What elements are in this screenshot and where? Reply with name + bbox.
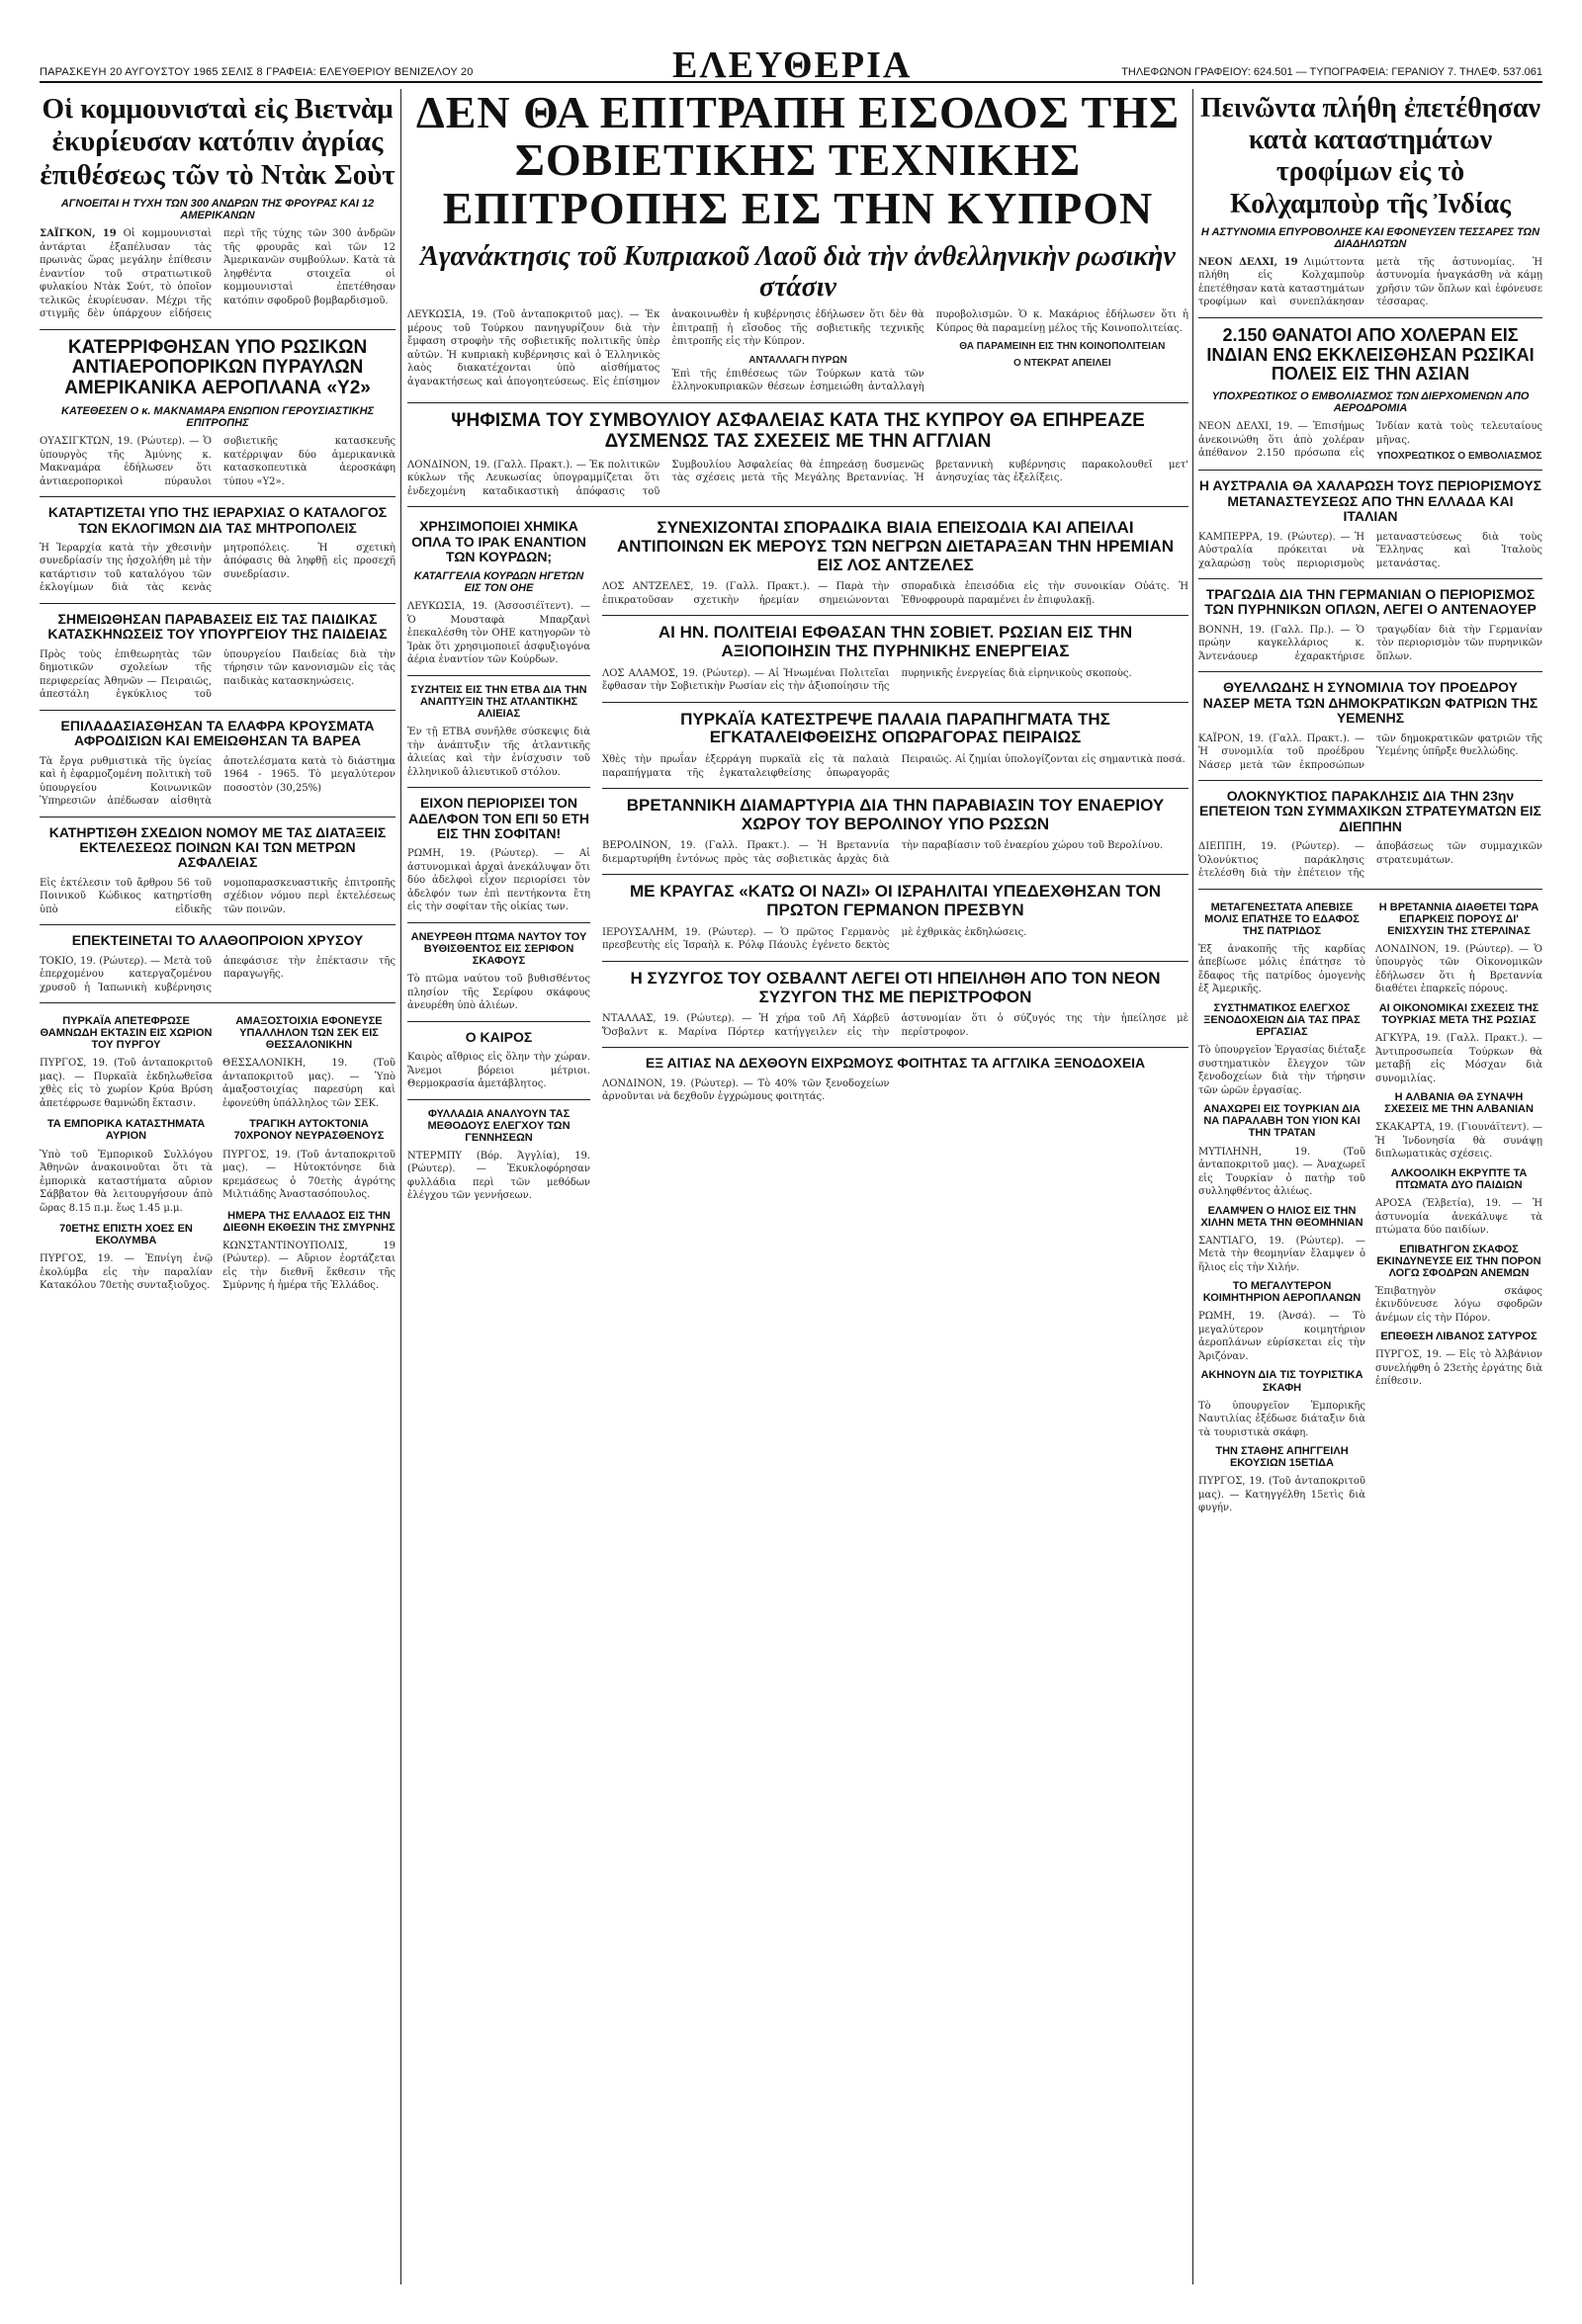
article-body — [40, 755, 396, 809]
headline: ΘΥΕΛΛΩΔΗΣ Η ΣΥΝΟΜΙΛΙΑ ΤΟΥ ΠΡΟΕΔΡΟΥ ΝΑΣΕΡ ΜΕΤΑ ΤΩΝ ΔΗΜΟΚΡΑΤΙΚΩΝ ΦΑΤΡΙΩΝ ΤΗΣ ΥΕΜΕΝΗΣ — [1202, 679, 1538, 727]
headline: Πεινῶντα πλήθη ἐπετέθησαν κατὰ καταστημάτων τροφίμων εἰς τὸ Κολχαμποὺρ τῆς Ἰνδίας — [1200, 93, 1540, 219]
left-column — [40, 89, 396, 2284]
headline: ΨΗΦΙΣΜΑ ΤΟΥ ΣΥΜΒΟΥΛΙΟΥ ΑΣΦΑΛΕΙΑΣ ΚΑΤΑ ΤΗΣ ΚΥΠΡΟΥ ΘΑ ΕΠΗΡΕΑΖΕ ΔΥΣΜΕΝΩΣ ΤΑΣ ΣΧΕΣΕΙΣ ΜΕ ΤΗΝ ΑΓΓΛΙΑΝ — [451, 409, 1145, 452]
headline: ΦΥΛΛΑΔΙΑ ΑΝΑΛΥΟΥΝ ΤΑΣ ΜΕΘΟΔΟΥΣ ΕΛΕΓΧΟΥ ΤΩΝ ΓΕΝΝΗΣΕΩΝ — [427, 1107, 571, 1144]
article-body: Ὑπὸ τοῦ Ἐμπορικοῦ Συλλόγου Ἀθηνῶν ἀνακοινοῦται ὅτι τὰ ἐμπορικὰ καταστήματα αὔριον Σάββατον θὰ λειτουργήσουν ἀπὸ ὥρας 8.15 π.μ. ἕως 1.45 μ.μ. — [40, 1149, 213, 1214]
article-body: ΣΑΝΤΙΑΓΟ, 19. (Ρώυτερ). — Μετὰ τὴν θεομηνίαν ἔλαμψεν ὁ ἥλιος εἰς τὴν Χιλήν. — [1198, 1235, 1365, 1273]
article-body — [1198, 420, 1542, 462]
headline: ΕΞ ΑΙΤΙΑΣ ΝΑ ΔΕΧΘΟΥΝ ΕΙΧΡΩΜΟΥΣ ΦΟΙΤΗΤΑΣ ΤΑ ΑΓΓΛΙΚΑ ΞΕΝΟΔΟΧΕΙΑ — [645, 1055, 1146, 1072]
divider — [40, 710, 396, 711]
divider — [407, 506, 1188, 507]
article-body: ΘΕΣΣΑΛΟΝΙΚΗ, 19. (Τοῦ ἀνταποκριτοῦ μας). — Ὑπὸ ἀμαξοστοιχίας παρεσύρη καὶ ἐφονεύθη ὑπάλληλος τῶν ΣΕΚ. — [222, 1058, 396, 1109]
headline: ΠΥΡΚΑΪΑ ΚΑΤΕΣΤΡΕΨΕ ΠΑΛΑΙΑ ΠΑΡΑΠΗΓΜΑΤΑ ΤΗΣ ΕΓΚΑΤΑΛΕΙΦΘΕΙΣΗΣ ΟΠΩΡΑΓΟΡΑΣ ΠΕΙΡΑΙΩΣ — [680, 709, 1110, 747]
article-body: ΜΥΤΙΛΗΝΗ, 19. (Τοῦ ἀνταποκριτοῦ μας). — Ἀναχωρεῖ εἰς Τουρκίαν ὁ πατὴρ τοῦ συλληφθέντος ἁλιέως. — [1198, 1146, 1365, 1198]
headline: Η ΣΥΖΥΓΟΣ ΤΟΥ ΟΣΒΑΛΝΤ ΛΕΓΕΙ ΟΤΙ ΗΠΕΙΛΗΘΗ ΑΠΟ ΤΟΝ ΝΕΟΝ ΣΥΖΥΓΟΝ ΤΗΣ ΜΕ ΠΕΡΙΣΤΡΟΦΟΝ — [630, 968, 1161, 1006]
divider — [1198, 780, 1542, 781]
article-body: ΛΟΝΔΙΝΟΝ, 19. (Γαλλ. Πρακτ.). — Ἐκ πολιτικῶν κύκλων τῆς Λευκωσίας ὑπογραμμίζεται ὅτι ἐνδεχομένη καταδικαστικὴ ἀπόφασις τοῦ Συμβουλίου Ἀσφαλείας θὰ ἐπηρεάσῃ δυσμενῶς τὰς σχέσεις μετὰ τῆς Μεγάλης Βρεταννίας. Ἡ βρεταννικὴ κυβέρνησις παρακολουθεῖ μετ' ἀνησυχίας τὰς ἐξελίξεις. — [407, 459, 1188, 497]
article-body: Πρὸς τοὺς ἐπιθεωρητὰς τῶν δημοτικῶν σχολείων τῆς περιφερείας Ἀθηνῶν — Πειραιῶς, ἀπεστάλη ἐγκύκλιος τοῦ ὑπουργείου Παιδείας διὰ τὴν τήρησιν τῶν κανονισμῶν εἰς τὰς παιδικὰς κατασκηνώσεις. — [40, 648, 396, 701]
divider — [40, 329, 396, 330]
headline: ΠΥΡΚΑΪΑ ΑΠΕΤΕΦΡΩΣΕ ΘΑΜΝΩΔΗ ΕΚΤΑΣΙΝ ΕΙΣ ΧΩΡΙΟΝ ΤΟΥ ΠΥΡΓΟΥ — [40, 1015, 213, 1052]
column-rule — [400, 89, 401, 2284]
article-body: ΟΥΑΣΙΓΚΤΩΝ, 19. (Ρώυτερ). — Ὁ ὑπουργὸς τῆς Ἀμύνης κ. Μακναμάρα ἐδήλωσεν ὅτι ἀντιαεροπορικοὶ πύραυλοι σοβιετικῆς κατασκευῆς κατέρριψαν δύο ἀμερικανικὰ κατασκοπευτικὰ ἀεροσκάφη τύπου «Υ2». — [40, 436, 396, 487]
headline: ΑΜΑΞΟΣΤΟΙΧΙΑ ΕΦΟΝΕΥΣΕ ΥΠΑΛΛΗΛΟΝ ΤΩΝ ΣΕΚ ΕΙΣ ΘΕΣΣΑΛΟΝΙΚΗΝ — [235, 1015, 383, 1052]
headline: ΚΑΤΕΡΡΙΦΘΗΣΑΝ ΥΠΟ ΡΩΣΙΚΩΝ ΑΝΤΙΑΕΡΟΠΟΡΙΚΩΝ ΠΥΡΑΥΛΩΝ ΑΜΕΡΙΚΑΝΙΚΑ ΑΕΡΟΠΛΑΝΑ «Υ2» — [64, 336, 371, 399]
headline: ΑΚΗΝΟΥΝ ΔΙΑ ΤΙΣ ΤΟΥΡΙΣΤΙΚΑ ΣΚΑΦΗ — [1200, 1369, 1363, 1394]
headline: ΣΥΝΕΧΙΖΟΝΤΑΙ ΣΠΟΡΑΔΙΚΑ ΒΙΑΙΑ ΕΠΕΙΣΟΔΙΑ ΚΑΙ ΑΠΕΙΛΑΙ ΑΝΤΙΠΟΙΝΩΝ ΕΚ ΜΕΡΟΥΣ ΤΩΝ ΝΕΓΡΩΝ ΔΙΕΤΑΡΑΞΑΝ ΤΗΝ ΗΡΕΜΙΑΝ ΕΙΣ ΛΟΣ ΑΝΤΖΕΛΕΣ — [616, 518, 1175, 574]
subheadline: Η ΑΣΤΥΝΟΜΙΑ ΕΠΥΡΟΒΟΛΗΣΕ ΚΑΙ ΕΦΟΝΕΥΣΕΝ ΤΕΣΣΑΡΕΣ ΤΩΝ ΔΙΑΔΗΛΩΤΩΝ — [1200, 225, 1540, 250]
headline: Η ΑΥΣΤΡΑΛΙΑ ΘΑ ΧΑΛΑΡΩΣΗ ΤΟΥΣ ΠΕΡΙΟΡΙΣΜΟΥΣ ΜΕΤΑΝΑΣΤΕΥΣΕΩΣ ΑΠΟ ΤΗΝ ΕΛΛΑΔΑ ΚΑΙ ΙΤΑΛΙΑΝ — [1198, 477, 1542, 525]
article-body — [407, 308, 1188, 394]
section-head: ΘΑ ΠΑΡΑΜΕΙΝΗ ΕΙΣ ΤΗΝ ΚΟΙΝΟΠΟΛΙΤΕΙΑΝ — [959, 341, 1166, 353]
section-head: ΑΝΤΑΛΛΑΓΗ ΠΥΡΩΝ — [748, 354, 847, 366]
headline: Η ΒΡΕΤΑΝΝΙΑ ΔΙΑΘΕΤΕΙ ΤΩΡΑ ΕΠΑΡΚΕΙΣ ΠΟΡΟΥΣ ΔΙ' ΕΝΙΣΧΥΣΙΝ ΤΗΣ ΣΤΕΡΛΙΝΑΣ — [1378, 901, 1539, 937]
divider — [407, 1021, 590, 1022]
section-head: ΥΠΟΧΡΕΩΤΙΚΟΣ Ο ΕΜΒΟΛΙΑΣΜΟΣ — [1376, 451, 1542, 463]
divider — [40, 496, 396, 497]
subheadline: ΑΓΝΟΕΙΤΑΙ Η ΤΥΧΗ ΤΩΝ 300 ΑΝΔΡΩΝ ΤΗΣ ΦΡΟΥΡΑΣ ΚΑΙ 12 ΑΜΕΡΙΚΑΝΩΝ — [60, 198, 375, 222]
headline: ΑΙ ΗΝ. ΠΟΛΙΤΕΙΑΙ ΕΦΘΑΣΑΝ ΤΗΝ ΣΟΒΙΕΤ. ΡΩΣΙΑΝ ΕΙΣ ΤΗΝ ΑΞΙΟΠΟΙΗΣΙΝ ΤΗΣ ΠΥΡΗΝΙΚΗΣ ΕΝΕΡΓΕΙΑΣ — [658, 623, 1133, 661]
headline: ΤΡΑΓΩΔΙΑ ΔΙΑ ΤΗΝ ΓΕΡΜΑΝΙΑΝ Ο ΠΕΡΙΟΡΙΣΜΟΣ ΤΩΝ ΠΥΡΗΝΙΚΩΝ ΟΠΛΩΝ, ΛΕΓΕΙ Ο ΑΝΤΕΝΑΟΥΕΡ — [1204, 586, 1537, 618]
divider — [40, 1002, 396, 1003]
divider — [602, 1047, 1188, 1048]
headline: ΚΑΤΑΡΤΙΖΕΤΑΙ ΥΠΟ ΤΗΣ ΙΕΡΑΡΧΙΑΣ Ο ΚΑΤΑΛΟΓΟΣ ΤΩΝ ΕΚΛΟΓΙΜΩΝ ΔΙΑ ΤΑΣ ΜΗΤΡΟΠΟΛΕΙΣ — [47, 504, 388, 536]
article-body: ΙΕΡΟΥΣΑΛΗΜ, 19. (Ρώυτερ). — Ὁ πρῶτος Γερμανὸς πρεσβευτὴς εἰς Ἰσραὴλ κ. Ρόλφ Πάουλς ἐγένετο δεκτὸς μὲ ἐχθρικὰς ἐκδηλώσεις. — [602, 926, 1027, 952]
article-body: ΛΟΝΔΙΝΟΝ, 19. (Ρώυτερ). — Τὸ 40% τῶν ξενοδοχείων ἀρνοῦνται νὰ δεχθοῦν ἐγχρώμους φοιτητάς. — [602, 1077, 890, 1103]
article-body: ΠΥΡΓΟΣ, 19. (Τοῦ ἀνταποκριτοῦ μας). — Κατηγγέλθη 15ετὶς διὰ φυγήν. — [1198, 1476, 1365, 1514]
lower-grid — [407, 515, 1188, 1203]
article-body: Τὸ πτῶμα ναύτου τοῦ βυθισθέντος πλησίον τῆς Σερίφου σκάφους ἀνευρέθη ὑπὸ ἁλιέων. — [407, 974, 590, 1012]
article-text: Τὰ ἔργα ρυθμιστικὰ τῆς ὑγείας καὶ ἡ ἐφαρμοζομένη πολιτικὴ τοῦ ὑπουργείου Κοινωνικῶν Ὑπηρεσιῶν ἀπέδωσαν αἰσθητὰ ἀποτελέσματα κατὰ τὸ διάστημα 1964 - 1965. — [40, 755, 396, 808]
article-body: ΚΑΪΡΟΝ, 19. (Γαλλ. Πρακτ.). — Ἡ συνομιλία τοῦ προέδρου Νάσερ μετὰ τῶν ἐκπροσώπων τῶν δημοκρατικῶν φατριῶν τῆς Ὑεμένης ὑπῆρξε θυελλώδης. — [1198, 732, 1542, 771]
divider — [602, 702, 1188, 703]
divider — [1198, 671, 1542, 672]
side-column — [407, 515, 590, 1203]
headline: ΕΙΧΟΝ ΠΕΡΙΟΡΙΣΕΙ ΤΟΝ ΑΔΕΛΦΟΝ ΤΟΝ ΕΠΙ 50 ΕΤΗ ΕΙΣ ΤΗΝ ΣΟΦΙΤΑΝ! — [407, 795, 590, 841]
article-body: ΔΙΕΠΠΗ, 19. (Ρώυτερ). — Ὁλονύκτιος παράκλησις ἐτελέσθη διὰ τὴν ἐπέτειον τῆς ἀποβάσεως τῶν συμμαχικῶν στρατευμάτων. — [1198, 841, 1542, 880]
article-body: Ἐν τῇ ΕΤΒΑ συνῆλθε σύσκεψις διὰ τὴν ἀνάπτυξιν τῆς ἀτλαντικῆς ἁλιείας καὶ τὴν ἐνίσχυσιν τοῦ ἑλληνικοῦ ἁλιευτικοῦ στόλου. — [407, 727, 590, 778]
headline: ΧΡΗΣΙΜΟΠΟΙΕΙ ΧΗΜΙΚΑ ΟΠΛΑ ΤΟ ΙΡΑΚ ΕΝΑΝΤΙΟΝ ΤΩΝ ΚΟΥΡΔΩΝ; — [411, 518, 586, 565]
main-lower-column — [602, 515, 1188, 1203]
article-body: ΛΟΝΔΙΝΟΝ, 19. (Ρώυτερ). — Ὁ ὑπουργὸς τῶν Οἰκονομικῶν ἐδήλωσεν ὅτι ἡ Βρεταννία διαθέτει ἐπαρκεῖς πόρους. — [1375, 943, 1542, 995]
article-body: Ἐπιβατηγὸν σκάφος ἐκινδύνευσε λόγω σφοδρῶν ἀνέμων εἰς τὴν Πόρον. — [1375, 1285, 1542, 1324]
article-body: ΡΩΜΗ, 19. (Ρώυτερ). — Αἱ ἀστυνομικαὶ ἀρχαὶ ἀνεκάλυψαν ὅτι δύο ἀδελφοὶ εἶχον περιορίσει τὸν ἀδελφόν των ἐπὶ πεντήκοντα ἔτη εἰς τὴν σοφίταν τῆς οἰκίας των. — [407, 848, 590, 913]
article-body: ΚΑΜΠΕΡΡΑ, 19. (Ρώυτερ). — Ἡ Αὐστραλία πρόκειται νὰ χαλαρώσῃ τοὺς περιορισμοὺς μεταναστεύσεως διὰ τοὺς Ἕλληνας καὶ Ἰταλοὺς μετανάστας. — [1198, 531, 1542, 569]
headline: ΤΗΝ ΣΤΑΘΗΣ ΑΠΗΓΓΕΙΛΗ ΕΚΟΥΣΙΩΝ 15ΕΤΙΔΑ — [1215, 1445, 1349, 1470]
article-body: ΠΥΡΓΟΣ, 19. — Εἰς τὸ Ἀλβάνιον συνελήφθη ὁ 23ετὴς ἐργάτης διὰ ἐπίθεσιν. — [1375, 1349, 1542, 1388]
article-body: ΛΕΥΚΩΣΙΑ, 19. (Ἀσσοσιέϊτεντ). — Ὁ Μουσταφὰ Μπαρζανὶ ἐπεκαλέσθη τὸν ΟΗΕ κατηγορῶν τὸ Ἰρὰκ ὅτι χρησιμοποιεῖ ἀσφυξιογόνα ἀέρια ἐναντίον τῶν Κούρδων. — [407, 601, 590, 666]
article-body: Εἰς ἐκτέλεσιν τοῦ ἄρθρου 56 τοῦ Ποινικοῦ Κώδικος κατηρτίσθη ὑπὸ εἰδικῆς νομοπαρασκευαστικῆς ἐπιτροπῆς σχέδιον νόμου περὶ ἐκτελέσεως τῶν ποινῶν. — [40, 877, 396, 915]
divider — [407, 1099, 590, 1100]
divider — [602, 615, 1188, 616]
headline: ΕΠΕΚΤΕΙΝΕΤΑΙ ΤΟ ΑΛΑΘΟΠΡΟΙΟΝ ΧΡΥΣΟΥ — [71, 932, 364, 949]
article-body: ΡΩΜΗ, 19. (Ἀνσά). — Τὸ μεγαλύτερον κοιμητήριον ἀεροπλάνων εὑρίσκεται εἰς τὴν Ἀριζόναν. — [1198, 1311, 1365, 1362]
masthead-date: ΠΑΡΑΣΚΕΥΗ 20 ΑΥΓΟΥΣΤΟΥ 1965 ΣΕΛΙΣ 8 ΓΡΑΦΕΙΑ: ΕΛΕΥΘΕΡΙΟΥ ΒΕΝΙΖΕΛΟΥ 20 — [40, 66, 474, 78]
headline: Οἱ κομμουνισταὶ εἰς Βιετνὰμ ἐκυρίευσαν κατόπιν ἀγρίας ἐπιθέσεως τῶν τὸ Ντὰκ Σοὺτ — [40, 93, 396, 191]
headline: ΗΜΕΡΑ ΤΗΣ ΕΛΛΑΔΟΣ ΕΙΣ ΤΗΝ ΔΙΕΘΝΗ ΕΚΘΕΣΙΝ ΤΗΣ ΣΜΥΡΝΗΣ — [222, 1209, 396, 1234]
article-body: ΠΥΡΓΟΣ, 19. (Τοῦ ἀνταποκριτοῦ μας). — Πυρκαϊὰ ἐκδηλωθεῖσα χθὲς εἰς τὸ χωρίον Κρύα Βρύση ἀπετέφρωσε θαμνώδη ἔκτασιν. — [40, 1058, 213, 1109]
article-body: Τὸ ὑπουργεῖον Ἐργασίας διέταξε συστηματικὸν ἔλεγχον τῶν ξενοδοχείων διὰ τὴν τήρησιν τῶν ὡρῶν ἐργασίας. — [1198, 1045, 1365, 1096]
divider — [40, 603, 396, 604]
section-head: Ο ΝΤΕΚΡΑΤ ΑΠΕΙΛΕΙ — [1013, 358, 1111, 370]
divider — [1198, 578, 1542, 579]
brief-grid — [40, 1011, 396, 1293]
headline: ΑΝΕΥΡΕΘΗ ΠΤΩΜΑ ΝΑΥΤΟΥ ΤΟΥ ΒΥΘΙΣΘΕΝΤΟΣ ΕΙΣ ΣΕΡΙΦΟΝ ΣΚΑΦΟΥΣ — [410, 930, 587, 968]
article-body: Ἐξ ἀνακοπῆς τῆς καρδίας ἀπεβίωσε μόλις ἐπάτησε τὸ ἔδαφος τῆς πατρίδος ὁμογενὴς ἐξ Ἀμερικῆς. — [1198, 943, 1365, 995]
article-body: ΑΓΚΥΡΑ, 19. (Γαλλ. Πρακτ.). — Ἀντιπροσωπεία Τούρκων θὰ μεταβῇ εἰς Μόσχαν διὰ συνομιλίας. — [1375, 1033, 1542, 1084]
article-body: ΒΕΡΟΛΙΝΟΝ, 19. (Γαλλ. Πρακτ.). — Ἡ Βρεταννία διεμαρτυρήθη ἐντόνως πρὸς τὰς σοβιετικὰς ἀρχὰς διὰ τὴν παραβίασιν τοῦ ἐναερίου χώρου τοῦ Βερολίνου. — [602, 840, 1164, 865]
divider — [40, 924, 396, 925]
headline: ΤΑ ΕΜΠΟΡΙΚΑ ΚΑΤΑΣΤΗΜΑΤΑ ΑΥΡΙΟΝ — [46, 1118, 206, 1143]
article-body: ΛΟΣ ΑΛΑΜΟΣ, 19. (Ρώυτερ). — Αἱ Ἡνωμέναι Πολιτεῖαι ἔφθασαν τὴν Σοβιετικὴν Ρωσίαν εἰς τὴν ἀξιοποίησιν τῆς πυρηνικῆς ἐνεργείας διὰ εἰρηνικοὺς σκοποὺς. — [602, 667, 1132, 693]
article-body: ΠΥΡΓΟΣ, 19. (Τοῦ ἀνταποκριτοῦ μας). — Ηὐτοκτόνησε διὰ κρεμάσεως ὁ 70ετὴς ἀγρότης Μιλτιάδης Ἀναστασόπουλος. — [222, 1149, 396, 1201]
article-text: ΝΕΟΝ ΔΕΛΧΙ, 19. — Ἐπισήμως ἀνεκοινώθη ὅτι ἀπὸ χολέραν ἀπέθανον 2.150 πρόσωπα εἰς Ἰνδίαν κατὰ τοὺς τελευταίους μῆνας. — [1198, 421, 1542, 460]
brief-column — [1198, 898, 1365, 1515]
headline: ΕΠΕΘΕΣΗ ΛΙΒΑΝΟΣ ΣΑΤΥΡΟΣ — [1380, 1331, 1538, 1343]
headline: ΤΡΑΓΙΚΗ ΑΥΤΟΚΤΟΝΙΑ 70ΧΡΟΝΟΥ ΝΕΥΡΑΣΘΕΝΟΥΣ — [233, 1118, 385, 1143]
subheadline: ΚΑΤΑΓΓΕΛΙΑ ΚΟΥΡΔΩΝ ΗΓΕΤΩΝ ΕΙΣ ΤΟΝ ΟΗΕ — [413, 570, 584, 595]
article-text: Ἐπὶ τῆς ἐπιθέσεως τῶν Τούρκων κατὰ τῶν ἑλληνοκυπριακῶν θέσεων ἐσημειώθη ἀνταλλαγὴ πυροβολισμῶν. Ὁ κ. Μακάριος ἐδήλωσεν ὅτι ἡ Κύπρος θὰ παραμείνῃ μέλος τῆς Κοινοπολιτείας. — [671, 309, 1188, 393]
column-rule — [1192, 89, 1193, 2284]
headline: Η ΑΛΒΑΝΙΑ ΘΑ ΣΥΝΑΨΗ ΣΧΕΣΕΙΣ ΜΕ ΤΗΝ ΑΛΒΑΝΙΑΝ — [1384, 1091, 1534, 1116]
divider — [407, 675, 590, 676]
article-body: ΑΡΟΣΑ (Ἑλβετία), 19. — Ἡ ἀστυνομία ἀνεκάλυψε τὰ πτώματα δύο παιδίων. — [1375, 1198, 1542, 1237]
headline: ΣΗΜΕΙΩΘΗΣΑΝ ΠΑΡΑΒΑΣΕΙΣ ΕΙΣ ΤΑΣ ΠΑΙΔΙΚΑΣ ΚΑΤΑΣΚΗΝΩΣΕΙΣ ΤΟΥ ΥΠΟΥΡΓΕΙΟΥ ΤΗΣ ΠΑΙΔΕΙΑΣ — [47, 610, 388, 643]
center-column — [407, 89, 1188, 2284]
article-text: Τὸ μεγαλύτερον ποσοστὸν (30,25%) — [223, 769, 396, 794]
divider — [407, 402, 1188, 403]
headline: 70ΕΤΗΣ ΕΠΙΣΤΗ ΧΟΕΣ ΕΝ ΕΚΟΛΥΜΒΑ — [59, 1223, 193, 1248]
headline: ΕΠΙΒΑΤΗΓΟΝ ΣΚΑΦΟΣ ΕΚΙΝΔΥΝΕΥΣΕ ΕΙΣ ΤΗΝ ΠΟΡΟΝ ΛΟΓΩ ΣΦΟΔΡΩΝ ΑΝΕΜΩΝ — [1376, 1243, 1541, 1279]
article-body: ΣΚΑΚΑΡΤΑ, 19. (Γιουνάϊτεντ). — Ἡ Ἰνδονησία θὰ συνάψῃ διπλωματικὰς σχέσεις. — [1375, 1122, 1542, 1161]
article-body: ΝΤΕΡΜΠΥ (Βόρ. Ἀγγλία), 19. (Ρώυτερ). — Ἐκυκλοφόρησαν φυλλάδια περὶ τῶν μεθόδων ἐλέγχου τῶν γεννήσεων. — [407, 1150, 590, 1202]
right-column — [1198, 89, 1542, 2284]
divider — [602, 788, 1188, 789]
masthead-contact: ΤΗΛΕΦΩΝΟΝ ΓΡΑΦΕΙΟΥ: 624.501 — ΤΥΠΟΓΡΑΦΕΙΑ: ΓΕΡΑΝΙΟΥ 7. ΤΗΛΕΦ. 537.061 — [1121, 66, 1542, 78]
headline: ΣΥΖΗΤΕΙΣ ΕΙΣ ΤΗΝ ΕΤΒΑ ΔΙΑ ΤΗΝ ΑΝΑΠΤΥΞΙΝ ΤΗΣ ΑΤΛΑΝΤΙΚΗΣ ΑΛΙΕΙΑΣ — [410, 683, 587, 721]
divider — [407, 787, 590, 788]
dateline: ΝΕΟΝ ΔΕΛΧΙ, 19 — [1198, 256, 1298, 268]
article-body: ΠΥΡΓΟΣ, 19. — Ἐπνίγη ἐνῷ ἐκολύμβα εἰς τὴν παραλίαν Κατακόλου 70ετὴς συνταξιοῦχος. — [40, 1253, 213, 1292]
main-headline: ΔΕΝ ΘΑ ΕΠΙΤΡΑΠΗ ΕΙΣΟΔΟΣ ΤΗΣ ΣΟΒΙΕΤΙΚΗΣ ΤΕΧΝΙΚΗΣ ΕΠΙΤΡΟΠΗΣ ΕΙΣ ΤΗΝ ΚΥΠΡΟΝ — [415, 89, 1181, 233]
headline: ΜΕ ΚΡΑΥΓΑΣ «ΚΑΤΩ ΟΙ ΝΑΖΙ» ΟΙ ΙΣΡΑΗΛΙΤΑΙ ΥΠΕΔΕΧΘΗΣΑΝ ΤΟΝ ΠΡΩΤΟΝ ΓΕΡΜΑΝΟΝ ΠΡΕΣΒΥΝ — [630, 882, 1161, 920]
main-subheadline: Ἀγανάκτησις τοῦ Κυπριακοῦ Λαοῦ διὰ τὴν ἀνθελληνικὴν ρωσικὴν στάσιν — [420, 240, 1176, 302]
divider — [40, 817, 396, 818]
divider — [1198, 470, 1542, 471]
article-body: Ἡ Ἱεραρχία κατὰ τὴν χθεσινὴν συνεδρίασίν της ἠσχολήθη μὲ τὴν κατάρτισιν τοῦ καταλόγου τῶν ἐκλογίμων διὰ τὰς κενὰς μητροπόλεις. Ἡ σχετικὴ ἀπόφασις θὰ ληφθῇ εἰς προσεχῆ συνεδρίασιν. — [40, 542, 396, 594]
article-text: Λιμώττοντα πλήθη εἰς Κολχαμποὺρ ἐπετέθησαν κατὰ καταστημάτων τροφίμων καὶ συνεπλάκησαν μετὰ τῆς ἀστυνομίας. Ἡ ἀστυνομία ἠναγκάσθη νὰ κάμῃ χρῆσιν τῶν ὅπλων καὶ ἐφόνευσε τέσσαρας. — [1198, 256, 1542, 308]
masthead — [40, 44, 1542, 86]
headline: ΜΕΤΑΓΕΝΕΣΤΑΤΑ ΑΠΕΒΙΣΕ ΜΟΛΙΣ ΕΠΑΤΗΣΕ ΤΟ ΕΔΑΦΟΣ ΤΗΣ ΠΑΤΡΙΔΟΣ — [1204, 901, 1360, 937]
article-body: ΛΟΣ ΑΝΤΖΕΛΕΣ, 19. (Γαλλ. Πρακτ.). — Παρὰ τὴν ἐπικρατοῦσαν σχετικὴν ἠρεμίαν σημειώνονται σποραδικὰ ἐπεισόδια εἰς τὴν συνοικίαν Οὐάτς. Ἡ Ἐθνοφρουρὰ παραμένει ἐν ἐπιφυλακῇ. — [602, 581, 1188, 606]
subheadline: ΚΑΤΕΘΕΣΕΝ Ο κ. ΜΑΚΝΑΜΑΡΑ ΕΝΩΠΙΟΝ ΓΕΡΟΥΣΙΑΣΤΙΚΗΣ ΕΠΙΤΡΟΠΗΣ — [60, 405, 375, 430]
article-body: Χθὲς τὴν πρωΐαν ἐξερράγη πυρκαϊὰ εἰς τὰ παλαιὰ παραπήγματα τῆς ἐγκαταλειφθείσης ὀπωραγορᾶς Πειραιῶς. Αἱ ζημίαι ὑπολογίζονται εἰς σημαντικὰ ποσά. — [602, 754, 1186, 779]
subheadline: ΥΠΟΧΡΕΩΤΙΚΟΣ Ο ΕΜΒΟΛΙΑΣΜΟΣ ΤΩΝ ΔΙΕΡΧΟΜΕΝΩΝ ΑΠΟ ΑΕΡΟΔΡΟΜΙΑ — [1211, 390, 1530, 415]
headline: ΚΑΤΗΡΤΙΣΘΗ ΣΧΕΔΙΟΝ ΝΟΜΟΥ ΜΕ ΤΑΣ ΔΙΑΤΑΞΕΙΣ ΕΚΤΕΛΕΣΕΩΣ ΠΟΙΝΩΝ ΚΑΙ ΤΩΝ ΜΕΤΡΩΝ ΑΣΦΑΛΕΙΑΣ — [48, 823, 387, 871]
newspaper-title: ΕΛΕΥΘΕΡΙΑ — [672, 44, 913, 86]
brief-grid — [1198, 898, 1542, 1515]
article-body: ΤΟΚΙΟ, 19. (Ρώυτερ). — Μετὰ τοῦ ἐπερχομένου κατεργαζομένου χρυσοῦ ἡ Ἰαπωνικὴ κυβέρνησις ἀπεφάσισε τὴν ἐπέκτασιν τῆς παραγωγῆς. — [40, 955, 396, 993]
article-body: ΒΟΝΝΗ, 19. (Γαλλ. Πρ.). — Ὁ πρώην καγκελλάριος κ. Ἀντενάουερ ἐχαρακτήρισε τραγῳδίαν διὰ τὴν Γερμανίαν τὸν περιορισμὸν τῶν πυρηνικῶν ὅπλων. — [1198, 624, 1542, 662]
brief-column — [1375, 898, 1542, 1515]
headline: 2.150 ΘΑΝΑΤΟΙ ΑΠΟ ΧΟΛΕΡΑΝ ΕΙΣ ΙΝΔΙΑΝ ΕΝΩ ΕΚΚΛΕΙΣΘΗΣΑΝ ΡΩΣΙΚΑΙ ΠΟΛΕΙΣ ΕΙΣ ΤΗΝ ΑΣΙΑΝ — [1206, 324, 1535, 385]
brief-column — [222, 1011, 396, 1293]
divider — [602, 874, 1188, 875]
headline: ΕΛΑΜΨΕΝ Ο ΗΛΙΟΣ ΕΙΣ ΤΗΝ ΧΙΛΗΝ ΜΕΤΑ ΤΗΝ ΘΕΟΜΗΝΙΑΝ — [1200, 1204, 1363, 1229]
article-text: ΛΕΥΚΩΣΙΑ, 19. (Τοῦ ἀνταποκριτοῦ μας). — Ἐκ μέρους τοῦ Τούρκου πανηγυρίζουν διὰ τὴν ἔμφαση στροφὴν τῆς σοβιετικῆς πολιτικῆς ὑπὲρ αὐτῶν. Ἡ κυπριακὴ κυβέρνησις καὶ ὁ Ἑλληνικὸς λαὸς διακατέχονται ὑπὸ αἰσθήματος ἀγανακτήσεως καὶ ἀπογοητεύσεως. Εἰς ἐπίσημον ἀνακοινωθὲν ἡ κυβέρνησις ἐδήλωσεν ὅτι δὲν θὰ ἐπιτραπῇ ἡ εἴσοδος τῆς σοβιετικῆς τεχνικῆς ἐπιτροπῆς εἰς τὴν Κύπρον. — [407, 309, 924, 387]
headline: ΑΛΚΟΟΛΙΚΗ ΕΚΡΥΠΤΕ ΤΑ ΠΤΩΜΑΤΑ ΔΥΟ ΠΑΙΔΙΩΝ — [1390, 1166, 1528, 1191]
article-text: Οἱ κομμουνισταὶ ἀντάρται ἐξαπέλυσαν τὰς πρωινὰς ὥρας μεγάλην ἐπίθεσιν ἐναντίον τοῦ στρατιωτικοῦ φυλακίου Ντὰκ Σούτ, τὸ ὁποῖον τελικῶς ἐκυρίευσαν. Μέχρι τῆς στιγμῆς δὲν ὑπάρχουν εἰδήσεις περὶ τῆς τύχης τῶν 300 ἀνδρῶν τῆς φρουρᾶς καὶ τῶν 12 Ἀμερικανῶν συμβούλων. Κατὰ τὰ ληφθέντα στοιχεῖα οἱ κομμουνισταὶ ἐπετέθησαν κατόπιν σφοδροῦ βομβαρδισμοῦ. — [40, 228, 396, 320]
article-body: ΚΩΝΣΤΑΝΤΙΝΟΥΠΟΛΙΣ, 19 (Ρώυτερ). — Αὔριον ἑορτάζεται εἰς τὴν διεθνῆ ἔκθεσιν τῆς Σμύρνης ἡ ἡμέρα τῆς Ἑλλάδος. — [222, 1240, 396, 1292]
article-body — [1198, 256, 1542, 309]
headline: Ο ΚΑΙΡΟΣ — [465, 1028, 533, 1045]
article-body — [40, 227, 396, 321]
article-body: Τὸ ὑπουργεῖον Ἐμπορικῆς Ναυτιλίας ἐξέδωσε διάταξιν διὰ τὰ τουριστικὰ σκάφη. — [1198, 1400, 1365, 1438]
headline: ΕΠΙΛΑΔΑΣΙΑΣΘΗΣΑΝ ΤΑ ΕΛΑΦΡΑ ΚΡΟΥΣΜΑΤΑ ΑΦΡΟΔΙΣΙΩΝ ΚΑΙ ΕΜΕΙΩΘΗΣΑΝ ΤΑ ΒΑΡΕΑ — [60, 717, 375, 749]
article-body: ΝΤΑΛΛΑΣ, 19. (Ρώυτερ). — Ἡ χήρα τοῦ Λῆ Χάρβεϋ Ὄσβαλντ κ. Μαρίνα Πόρτερ κατήγγειλεν εἰς τὴν ἀστυνομίαν ὅτι ὁ σύζυγός της τὴν ἠπείλησε μὲ περίστροφον. — [602, 1013, 1188, 1038]
divider — [602, 961, 1188, 962]
headline: ΤΟ ΜΕΓΑΛΥΤΕΡΟΝ ΚΟΙΜΗΤΗΡΙΟΝ ΑΕΡΟΠΛΑΝΩΝ — [1202, 1280, 1362, 1305]
dateline: ΣΑΪΓΚΟΝ, 19 — [40, 228, 117, 240]
divider — [1198, 889, 1542, 890]
divider — [407, 922, 590, 923]
headline: ΑΝΑΧΩΡΕΙ ΕΙΣ ΤΟΥΡΚΙΑΝ ΔΙΑ ΝΑ ΠΑΡΑΛΑΒΗ ΤΟΝ ΥΙΟΝ ΚΑΙ ΤΗΝ ΤΡΑΤΑΝ — [1203, 1103, 1361, 1140]
headline: ΒΡΕΤΑΝΝΙΚΗ ΔΙΑΜΑΡΤΥΡΙΑ ΔΙΑ ΤΗΝ ΠΑΡΑΒΙΑΣΙΝ ΤΟΥ ΕΝΑΕΡΙΟΥ ΧΩΡΟΥ ΤΟΥ ΒΕΡΟΛΙΝΟΥ ΥΠΟ ΡΩΣΩΝ — [626, 796, 1165, 833]
headline: ΟΛΟΚΝΥΚΤΙΟΣ ΠΑΡΑΚΛΗΣΙΣ ΔΙΑ ΤΗΝ 23ην ΕΠΕΤΕΙΟΝ ΤΩΝ ΣΥΜΜΑΧΙΚΩΝ ΣΤΡΑΤΕΥΜΑΤΩΝ ΕΙΣ ΔΙΕΠΠΗΝ — [1199, 788, 1541, 834]
article-body: Καιρὸς αἴθριος εἰς ὅλην τὴν χώραν. Ἄνεμοι βόρειοι μέτριοι. Θερμοκρασία ἀμετάβλητος. — [407, 1052, 590, 1090]
brief-column — [40, 1011, 213, 1293]
divider — [1198, 317, 1542, 318]
headline: ΣΥΣΤΗΜΑΤΙΚΟΣ ΕΛΕΓΧΟΣ ΞΕΝΟΔΟΧΕΙΩΝ ΔΙΑ ΤΑΣ ΠΡΑΣ ΕΡΓΑΣΙΑΣ — [1203, 1001, 1361, 1039]
headline: ΑΙ ΟΙΚΟΝΟΜΙΚΑΙ ΣΧΕΣΕΙΣ ΤΗΣ ΤΟΥΡΚΙΑΣ ΜΕΤΑ ΤΗΣ ΡΩΣΙΑΣ — [1378, 1001, 1539, 1027]
